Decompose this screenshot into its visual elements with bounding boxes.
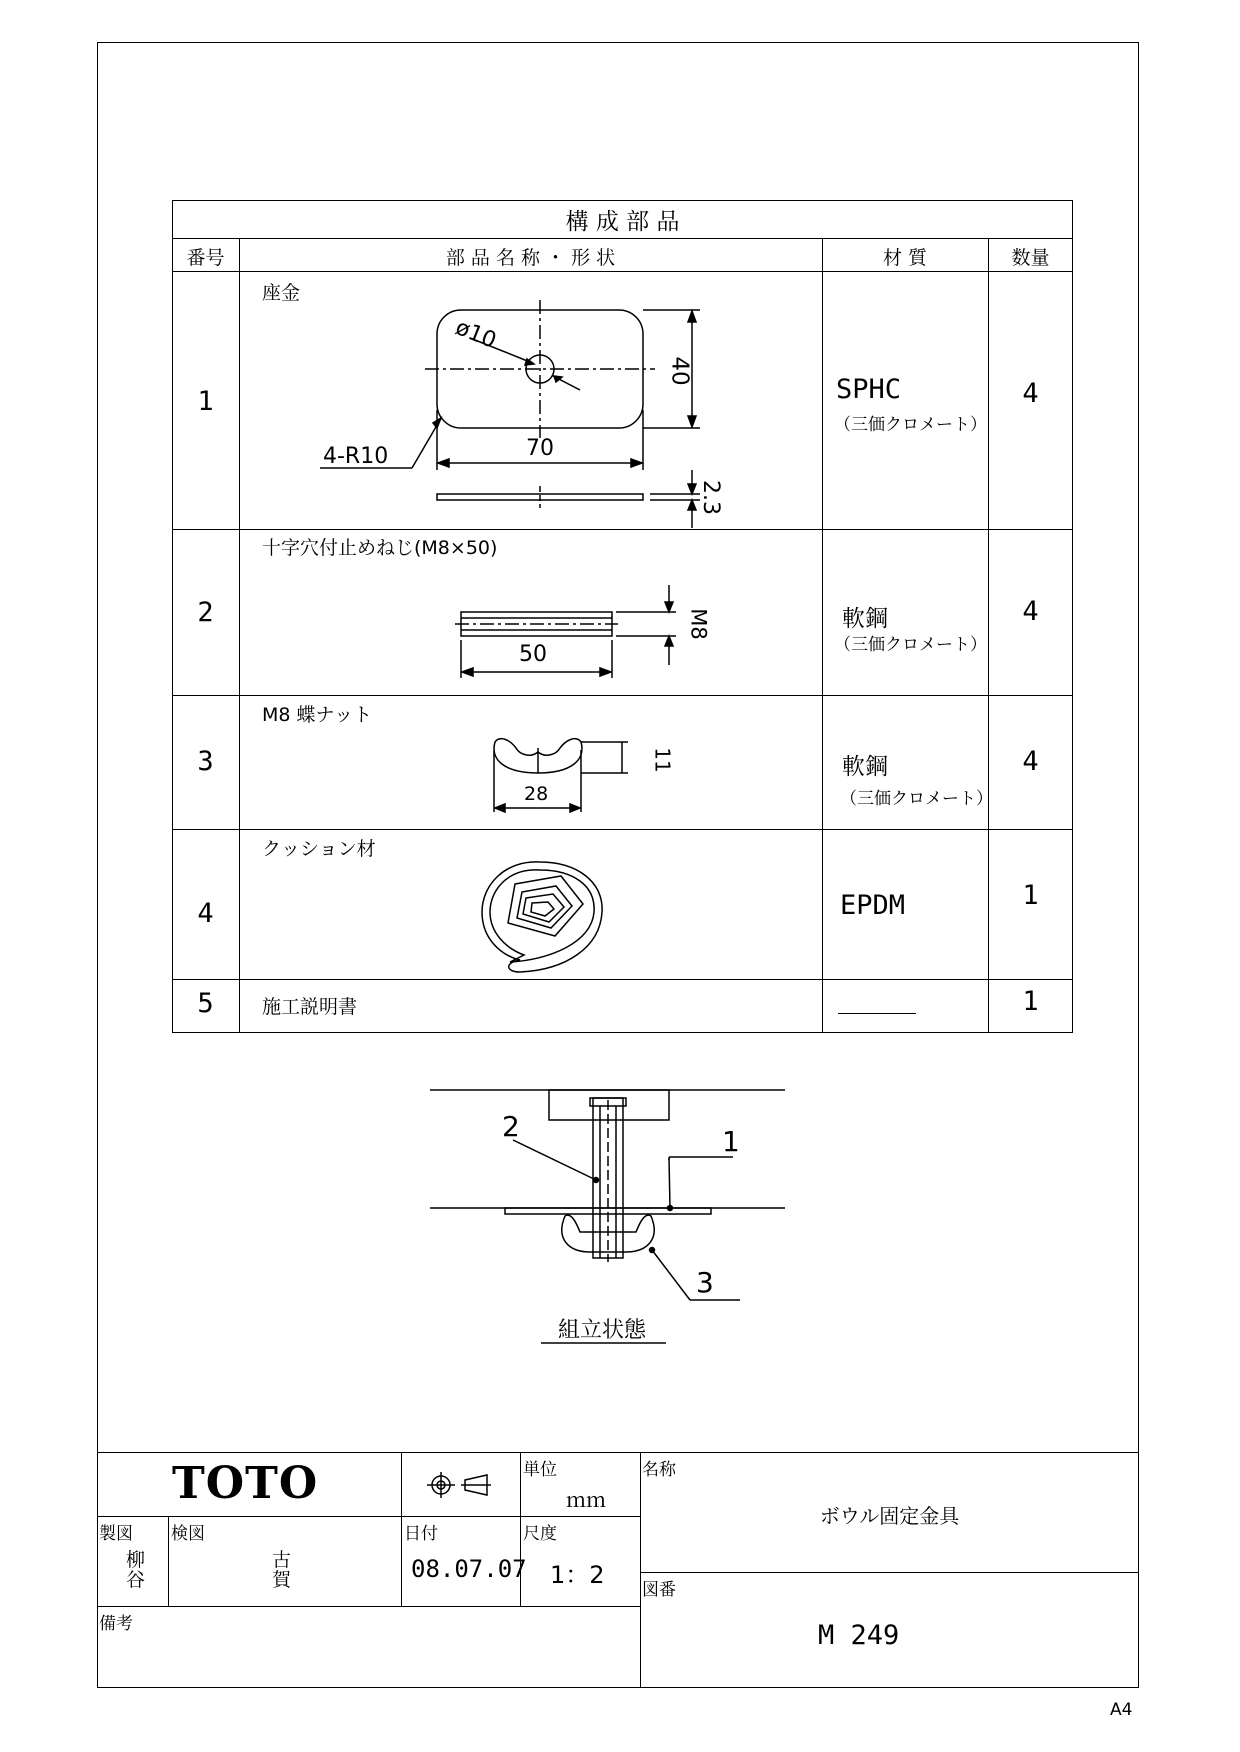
row3-material: 軟鋼: [842, 754, 888, 780]
row2-dim-length: 50: [519, 642, 547, 667]
row2-name: 十字穴付止めねじ(M8×50): [262, 537, 498, 559]
row1-material: SPHC: [836, 374, 902, 405]
unit-value: ｍｍ: [566, 1488, 606, 1512]
row2-material-note: （三価クロメート）: [834, 635, 987, 655]
name-label: 名称: [642, 1460, 676, 1480]
row3-number: 3: [197, 746, 214, 777]
callout-2: 2: [502, 1110, 520, 1143]
row4-material: EPDM: [840, 890, 906, 921]
title-block-rule: [401, 1452, 402, 1606]
callout-1: 1: [722, 1125, 740, 1158]
drawn-label: 製図: [99, 1524, 133, 1544]
callout-3: 3: [696, 1266, 714, 1299]
row1-material-note: （三価クロメート）: [834, 415, 987, 435]
row3-name: M8 蝶ナット: [262, 704, 373, 726]
paper-size: A4: [1110, 1700, 1133, 1720]
drawing-no-label: 図番: [642, 1580, 676, 1600]
row1-dim-radius: 4-R10: [323, 444, 389, 469]
header-material: 材 質: [882, 247, 928, 269]
row5-name: 施工説明書: [262, 996, 358, 1018]
row5-number: 5: [197, 988, 214, 1019]
row2-number: 2: [197, 597, 214, 628]
projection-symbol-icon: [425, 1470, 505, 1500]
row5-quantity: 1: [1022, 986, 1039, 1017]
checked-label: 検図: [171, 1524, 205, 1544]
assembly-caption: 組立状態: [558, 1318, 647, 1343]
row4-name: クッション材: [262, 838, 376, 860]
title-block-rule: [640, 1572, 1139, 1573]
drawn-by: 柳谷: [126, 1549, 146, 1591]
header-name-shape: 部 品 名 称 ・ 形 状: [445, 247, 616, 269]
title-block-rule: [640, 1452, 641, 1688]
date-label: 日付: [404, 1524, 438, 1544]
row1-dim-height: 40: [666, 356, 693, 386]
row2-material: 軟鋼: [842, 606, 888, 632]
drawing-no-value: M 249: [818, 1620, 900, 1651]
remarks-label: 備考: [99, 1614, 133, 1634]
header-quantity: 数量: [1011, 247, 1050, 269]
scale-value: 1：2: [550, 1561, 605, 1589]
title-block-rule: [168, 1516, 169, 1606]
row1-dim-diameter: ø10: [451, 315, 500, 354]
row2-quantity: 4: [1022, 596, 1039, 627]
row3-dim-width: 28: [524, 783, 549, 805]
row1-dim-thickness: 2.3: [698, 480, 723, 515]
row4-quantity: 1: [1022, 880, 1039, 911]
header-number: 番号: [186, 247, 225, 269]
unit-label: 単位: [523, 1460, 557, 1480]
row1-dim-width: 70: [526, 436, 554, 461]
title-block-rule: [97, 1516, 640, 1517]
row3-material-note: （三価クロメート）: [840, 789, 993, 809]
row1-quantity: 4: [1022, 378, 1039, 409]
checked-by: 古賀: [272, 1549, 292, 1591]
drawing-name: ボウル固定金具: [819, 1504, 960, 1528]
company-logo: TOTO: [172, 1458, 319, 1509]
row4-number: 4: [197, 898, 214, 929]
date-value: 08.07.07: [411, 1555, 527, 1583]
row1-number: 1: [197, 386, 214, 417]
row1-name: 座金: [262, 282, 301, 304]
row2-dim-thread: M8: [686, 608, 711, 640]
scale-label: 尺度: [523, 1524, 557, 1544]
title-block-rule: [97, 1606, 640, 1607]
row3-quantity: 4: [1022, 746, 1039, 777]
parts-table-title: 構 成 部 品: [565, 209, 680, 235]
title-block-rule: [97, 1452, 1139, 1453]
row3-dim-height: 11: [650, 747, 675, 773]
